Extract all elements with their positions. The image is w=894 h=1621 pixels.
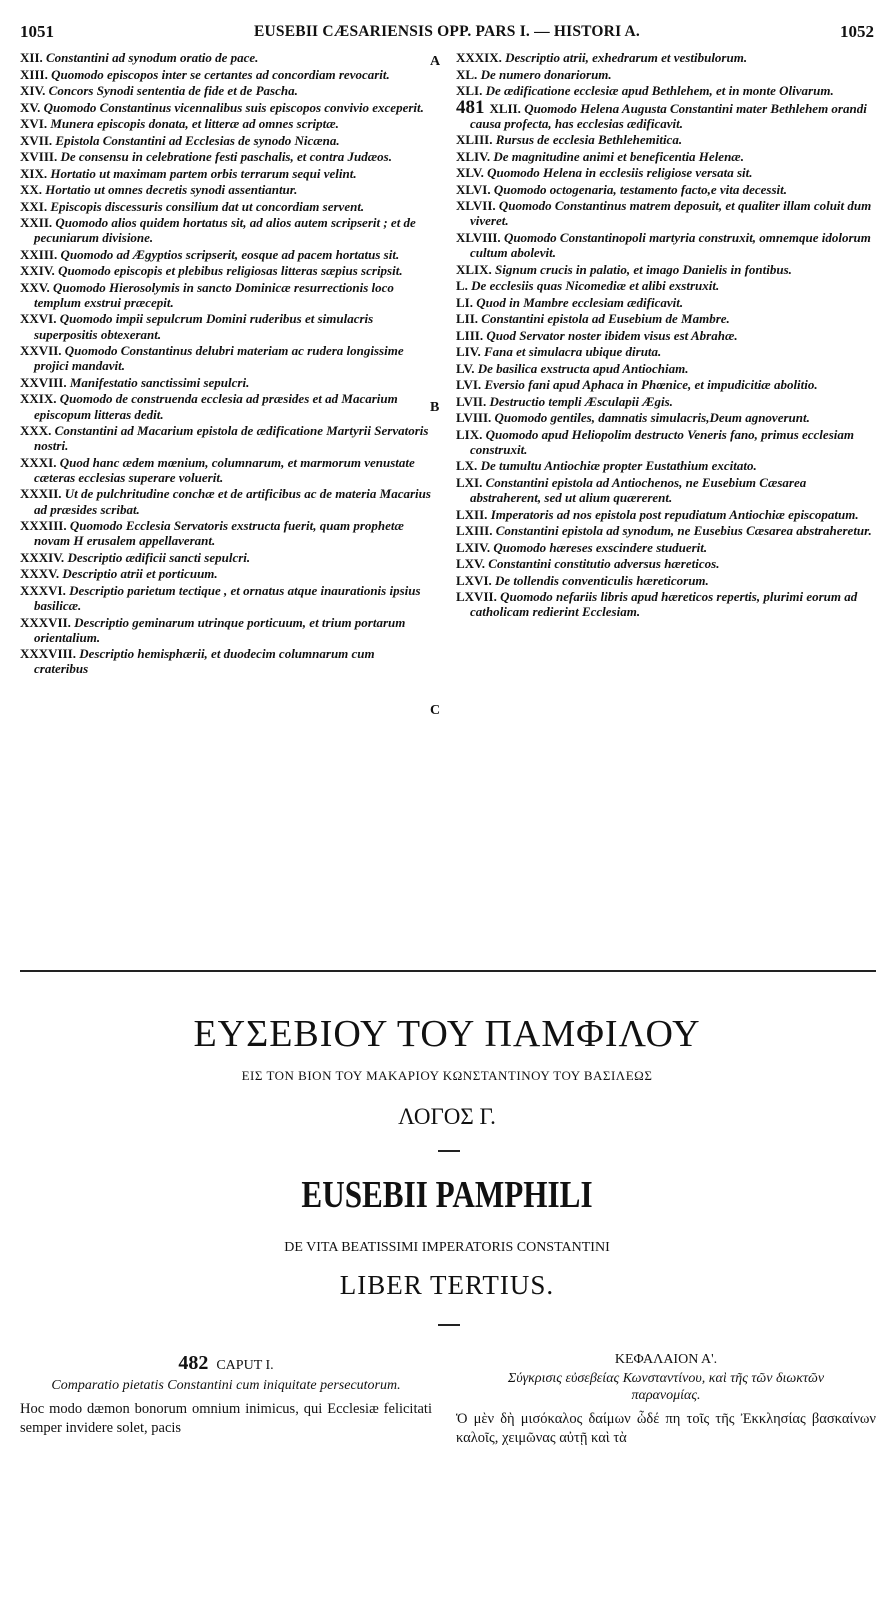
chapter-title: CAPUT I. — [216, 1358, 274, 1373]
toc-entry-number: XXV. — [20, 279, 50, 295]
toc-entry-text: Quomodo Hierosolymis in sancto Dominicæ resurrectionis loco templum exstrui præcepit. — [34, 279, 394, 310]
toc-entry-text: Quomodo apud Heliopolim destructo Veneris fano, primus ecclesiam construxit. — [470, 426, 854, 457]
toc-entry-text: De ecclesiis quas Nicomediæ et alibi exstruxit. — [471, 278, 720, 294]
toc-entry-number: XXXI. — [20, 454, 57, 470]
margin-letter-a: A — [430, 54, 441, 69]
toc-entry-number: XXIV. — [20, 263, 55, 279]
toc-entry — [20, 550, 432, 565]
toc-entry-number: LIV. — [456, 344, 481, 360]
toc-entry-text: Eversio fani apud Aphaca in Phœnice, et impudicitiæ abolitio. — [484, 377, 818, 393]
toc-entry — [20, 615, 432, 645]
toc-entry — [20, 83, 432, 98]
toc-entry-number: XV. — [20, 99, 41, 115]
toc-entry-text: Quomodo episcopos inter se certantes ad concordiam revocarit. — [51, 66, 390, 82]
toc-entry-text: Constantini ad Macarium epistola de ædificatione Martyrii Servatoris nostri. — [34, 423, 429, 454]
toc-entry-text: Quomodo Constantinus vicennalibus suis episcopos convivio exceperit. — [43, 99, 424, 115]
toc-entry-text: Quomodo alios quidem hortatus sit, ad alios autem scripserit ; et de pecuniarum divisione. — [34, 215, 416, 246]
toc-entry-text: De numero donariorum. — [480, 66, 612, 82]
toc-entry-number: XVII. — [20, 132, 53, 148]
toc-entry — [456, 394, 876, 409]
toc-entry-number: XXVIII. — [20, 374, 67, 390]
toc-entry — [456, 262, 876, 277]
toc-entry-text: Descriptio ædificii sancti sepulcri. — [67, 549, 251, 565]
toc-entry-number: XXXIX. — [456, 50, 502, 65]
toc-entry-number: XXXII. — [20, 486, 62, 502]
toc-entry — [456, 540, 876, 555]
toc-entry-text: Descriptio geminarum utrinque porticuum, et trium portarum orientalium. — [34, 614, 406, 645]
toc-entry-number: XXXVIII. — [20, 646, 76, 662]
toc-entry — [20, 199, 432, 214]
toc-entry-text: Constantini ad synodum oratio de pace. — [46, 50, 259, 65]
section-divider — [20, 970, 876, 972]
running-header — [0, 22, 894, 44]
toc-entry-text: Quomodo gentiles, damnatis simulacris,Deum agnoverunt. — [494, 410, 810, 426]
toc-entry-text: Constantini epistola ad Eusebium de Mambre. — [481, 311, 730, 327]
toc-entry — [20, 423, 432, 453]
toc-entry — [456, 198, 876, 228]
page-number-left: 1051 — [20, 22, 54, 41]
toc-entry-text: Signum crucis in palatio, et imago Danielis in fontibus. — [495, 261, 792, 277]
chapter-title: ΚΕΦΑΛΑΙΟΝ Α'. — [614, 1352, 718, 1367]
toc-entry-number: XXVII. — [20, 343, 62, 359]
greek-subtitle: ΕΙΣ ΤΟΝ ΒΙΟΝ ΤΟΥ ΜΑΚΑΡΙΟΥ ΚΩΝΣΤΑΝΤΙΝΟΥ ΤΟΥ ΒΑΣΙΛΕΩΣ — [241, 1068, 653, 1083]
toc-entry — [456, 475, 876, 505]
toc-entry-number: LV. — [456, 360, 475, 376]
toc-entry-text: De tollendis conventiculis hæreticorum. — [495, 572, 709, 588]
toc-entry-number: LI. — [456, 294, 473, 310]
toc-entry — [456, 344, 876, 359]
toc-entry-number: XLIV. — [456, 148, 491, 164]
chapter-heading — [456, 1352, 876, 1368]
margin-letter-b: B — [430, 400, 440, 415]
toc-entry-number: XLVI. — [456, 181, 491, 197]
toc-entry-text: Constantini constitutio adversus hæreticos. — [488, 556, 720, 572]
toc-entry-text: Quomodo Constantinopoli martyria construxit, omnemque idolorum cultum abolevit. — [470, 229, 871, 261]
toc-entry-text: Ut de pulchritudine conchæ et de artificibus ac de materia Macarius ad præsides scribat. — [34, 486, 431, 517]
toc-entry-number: XLI. — [456, 83, 483, 98]
toc-entry — [20, 518, 432, 548]
column-number: 481 — [456, 96, 485, 118]
toc-entry-text: Hortatio ut omnes decretis synodi assentiantur. — [45, 182, 298, 197]
toc-entry-number: XII. — [20, 50, 43, 65]
column-number: 482 — [178, 1352, 209, 1374]
latin-book-heading: LIBER TERTIUS. — [339, 1270, 555, 1300]
toc-entry — [456, 165, 876, 180]
toc-entry-text: Destructio templi Æsculapii Ægis. — [489, 393, 673, 409]
latin-title: EUSEBII PAMPHILI — [301, 1174, 593, 1216]
toc-entry — [456, 83, 876, 98]
toc-entry-text: Quomodo ad Ægyptios scripserit, eosque ad pacem hortatus sit. — [60, 246, 400, 262]
greek-title: ΕΥΣΕΒΙΟΥ ΤΟΥ ΠΑΜΦΙΛΟΥ — [193, 1013, 701, 1055]
chapter-body: Hoc modo dæmon bonorum omnium inimicus, qui Ecclesiæ felicitati semper invidere solet, pacis — [20, 1401, 432, 1436]
toc-entry-text: Epistola Constantini ad Ecclesias de synodo Nicæna. — [55, 132, 340, 148]
toc-entry — [456, 556, 876, 571]
chapter-body: Ὁ μὲν δὴ μισόκαλος δαίμων ὧδέ πη τοῖς τῆς Ἐκκλησίας βασκαίνων καλοῖς, χειμῶνας αὐτῇ καὶ τὰ — [456, 1411, 876, 1446]
toc-entry-text: Descriptio hemisphærii, et duodecim columnarum cum crateribus — [34, 646, 375, 677]
chapter-greek — [456, 1352, 876, 1448]
toc-entry-text: Constantini epistola ad synodum, ne Eusebius Cæsarea abstraheretur. — [495, 523, 872, 539]
chapter-summary: Comparatio pietatis Constantini cum iniquitate persecutorum. — [51, 1378, 401, 1393]
toc-entry — [20, 391, 432, 421]
toc-entry — [20, 263, 432, 278]
toc-entry-number: XXII. — [20, 215, 53, 230]
toc-entry-number: XLVIII. — [456, 229, 501, 245]
toc-entry — [20, 50, 432, 65]
toc-entry-text: De magnitudine animi et beneficentia Helenæ. — [493, 148, 744, 164]
toc-entry — [456, 328, 876, 343]
toc-entry-text: Rursus de ecclesia Bethlehemitica. — [495, 132, 683, 148]
toc-entry-text: Quomodo episcopis et plebibus religiosas litteras sæpius scripsit. — [58, 263, 403, 279]
running-title: EUSEBII CÆSARIENSIS OPP. PARS I. — HISTORI A. — [254, 23, 640, 40]
toc-entry-number: XLV. — [456, 165, 484, 181]
toc-entry — [456, 361, 876, 376]
toc-entry — [20, 280, 432, 310]
toc-entry-number: XVI. — [20, 116, 48, 131]
toc-entry-text: Constantini epistola ad Antiochenos, ne Eusebium Cæsarea abstraherent, sed ut alium quærerent. — [470, 474, 807, 506]
toc-entry — [456, 132, 876, 147]
toc-entry-number: XVIII. — [20, 149, 58, 164]
toc-entry — [20, 343, 432, 373]
chapter-summary: Σύγκρισις εὐσεβείας Κωνσταντίνου, καὶ τῆς τῶν διωκτῶν παρανομίας. — [507, 1371, 825, 1403]
toc-entry — [20, 566, 432, 581]
toc-entry-number: XLIII. — [456, 132, 493, 148]
toc-entry-text: Descriptio atrii et porticuum. — [62, 566, 218, 582]
toc-entry-number: XXVI. — [20, 311, 57, 327]
toc-entry-number: LII. — [456, 311, 479, 327]
toc-entry-text: Episcopis discessuris consilium dat ut concordiam servent. — [50, 198, 365, 214]
toc-entry — [456, 507, 876, 522]
toc-entry-number: XX. — [20, 182, 43, 197]
toc-entry-text: Quomodo octogenaria, testamento facto,e vita decessit. — [493, 181, 788, 197]
greek-book-heading: ΛΟΓΟΣ Γ. — [398, 1104, 496, 1129]
toc-entry-number: LXVII. — [456, 589, 497, 605]
toc-entry-number: LXI. — [456, 474, 483, 490]
toc-entry — [20, 215, 432, 245]
toc-entry — [456, 149, 876, 164]
toc-entry-text: Munera episcopis donata, et litteræ ad omnes scriptæ. — [50, 116, 339, 131]
toc-entry-text: De ædificatione ecclesiæ apud Bethlehem, et in monte Olivarum. — [485, 83, 834, 98]
toc-entry-text: Quomodo de construenda ecclesia ad præsides et ad Macarium episcopum litteras dedit. — [34, 391, 398, 422]
toc-entry-number: LVIII. — [456, 410, 492, 426]
toc-entry-text: Quomodo impii sepulcrum Domini ruderibus et simulacris superpositis obtexerant. — [34, 311, 374, 342]
toc-entry-text: De basilica exstructa apud Antiochiam. — [477, 360, 689, 376]
toc-entry — [20, 116, 432, 131]
toc-left-column — [20, 50, 432, 678]
toc-entry-number: XXXV. — [20, 566, 60, 582]
toc-entry — [20, 455, 432, 485]
toc-entry-number: XXXVI. — [20, 582, 66, 598]
toc-entry-number: XXX. — [20, 423, 52, 439]
toc-entry-number: XLII. — [489, 100, 521, 116]
toc-entry — [456, 589, 876, 619]
latin-subtitle: DE VITA BEATISSIMI IMPERATORIS CONSTANTINI — [284, 1240, 610, 1255]
toc-entry-number: LXV. — [456, 556, 486, 572]
toc-entry — [456, 427, 876, 457]
toc-entry-number: XIX. — [20, 165, 48, 181]
toc-entry-number: XXIII. — [20, 246, 58, 262]
toc-entry — [456, 523, 876, 538]
toc-entry-number: XLIX. — [456, 261, 492, 277]
toc-entry — [456, 50, 876, 65]
toc-entry-number: XIII. — [20, 66, 48, 82]
toc-entry-text: Descriptio parietum tectique , et ornatus atque inaurationis ipsius basilicæ. — [34, 582, 421, 614]
toc-entry-text: Quomodo Constantinus matrem deposuit, et qualiter illam coluit dum viveret. — [470, 198, 872, 229]
toc-entry — [456, 96, 876, 131]
toc-entry — [456, 230, 876, 260]
toc-entry — [456, 278, 876, 293]
toc-entry-number: LXIV. — [456, 539, 491, 555]
short-divider — [438, 1324, 460, 1326]
margin-letter-c: C — [430, 703, 441, 718]
toc-entry-text: Imperatoris ad nos epistola post repudiatum Antiochiæ episcopatum. — [490, 506, 859, 522]
toc-entry-number: XL. — [456, 66, 478, 82]
toc-entry — [20, 133, 432, 148]
toc-entry-number: LVI. — [456, 377, 482, 393]
toc-entry-text: Manifestatio sanctissimi sepulcri. — [69, 374, 250, 390]
toc-entry-number: LX. — [456, 458, 478, 474]
toc-entry-text: Quomodo hæreses exscindere studuerit. — [493, 539, 708, 555]
toc-entry-number: XXXVII. — [20, 614, 71, 630]
toc-entry-text: Quomodo Constantinus delubri materiam ac rudera longissime projici mandavit. — [34, 343, 404, 374]
toc-entry-number: LIX. — [456, 426, 483, 442]
toc-entry-number: XXXIII. — [20, 518, 67, 534]
toc-entry-text: Quomodo nefariis libris apud hæreticos repertis, plurimi eorum ad catholicam redierint Ecclesiam. — [470, 589, 858, 620]
toc-entry-text: Quod in Mambre ecclesiam ædificavit. — [476, 294, 684, 310]
toc-entry-text: Quomodo Helena in ecclesiis religiose versata sit. — [487, 165, 753, 181]
toc-entry-text: Quod Servator noster ibidem visus est Abrahæ. — [486, 327, 738, 343]
toc-entry — [20, 486, 432, 516]
toc-entry-text: Concors Synodi sententia de fide et de Pascha. — [48, 83, 298, 98]
toc-right-column — [456, 50, 876, 621]
toc-entry-number: LIII. — [456, 327, 484, 343]
toc-entry — [456, 311, 876, 326]
toc-entry — [456, 295, 876, 310]
toc-entry — [456, 458, 876, 473]
toc-entry-text: De consensu in celebratione festi paschalis, et contra Judæos. — [60, 149, 392, 164]
toc-entry — [20, 166, 432, 181]
toc-entry — [456, 377, 876, 392]
chapter-heading — [20, 1352, 432, 1375]
toc-entry — [456, 410, 876, 425]
toc-entry-number: XIV. — [20, 83, 46, 98]
toc-entry-text: Hortatio ut maximam partem orbis terrarum sequi velint. — [50, 165, 357, 181]
toc-entry-number: LXII. — [456, 506, 488, 522]
toc-entry-text: Quomodo Ecclesia Servatoris exstructa fuerit, quam prophetæ novam H erusalem appellaverant. — [34, 518, 404, 549]
toc-entry-number: L. — [456, 278, 468, 294]
toc-entry-number: XXXIV. — [20, 549, 65, 565]
toc-entry-number: XXI. — [20, 198, 48, 214]
toc-entry — [456, 182, 876, 197]
toc-entry-number: LVII. — [456, 393, 487, 409]
toc-entry-number: XLVII. — [456, 198, 496, 214]
toc-entry — [20, 247, 432, 262]
toc-entry-text: Quomodo Helena Augusta Constantini mater Bethlehem orandi causa profecta, has ecclesias ædificavit. — [470, 100, 867, 131]
short-divider — [438, 1150, 460, 1152]
toc-entry — [20, 583, 432, 613]
toc-entry — [20, 311, 432, 341]
toc-entry-number: XXIX. — [20, 391, 57, 407]
toc-entry-text: Fana et simulacra ubique diruta. — [483, 344, 662, 360]
toc-entry — [20, 100, 432, 115]
toc-entry — [20, 149, 432, 164]
chapter-latin — [20, 1352, 432, 1438]
toc-entry — [456, 573, 876, 588]
toc-entry-text: De tumultu Antiochiæ propter Eustathium excitato. — [480, 458, 757, 474]
page-number-right: 1052 — [840, 22, 874, 41]
toc-entry-number: LXIII. — [456, 523, 493, 539]
toc-entry-text: Quod hanc ædem mœnium, columnarum, et marmorum venustate cæteras ecclesias superare voluerit. — [34, 454, 415, 485]
toc-entry — [20, 375, 432, 390]
toc-entry — [20, 67, 432, 82]
toc-entry — [20, 182, 432, 197]
toc-entry — [20, 646, 432, 676]
toc-entry-number: LXVI. — [456, 572, 492, 588]
toc-entry — [456, 67, 876, 82]
toc-entry-text: Descriptio atrii, exhedrarum et vestibulorum. — [505, 50, 748, 65]
